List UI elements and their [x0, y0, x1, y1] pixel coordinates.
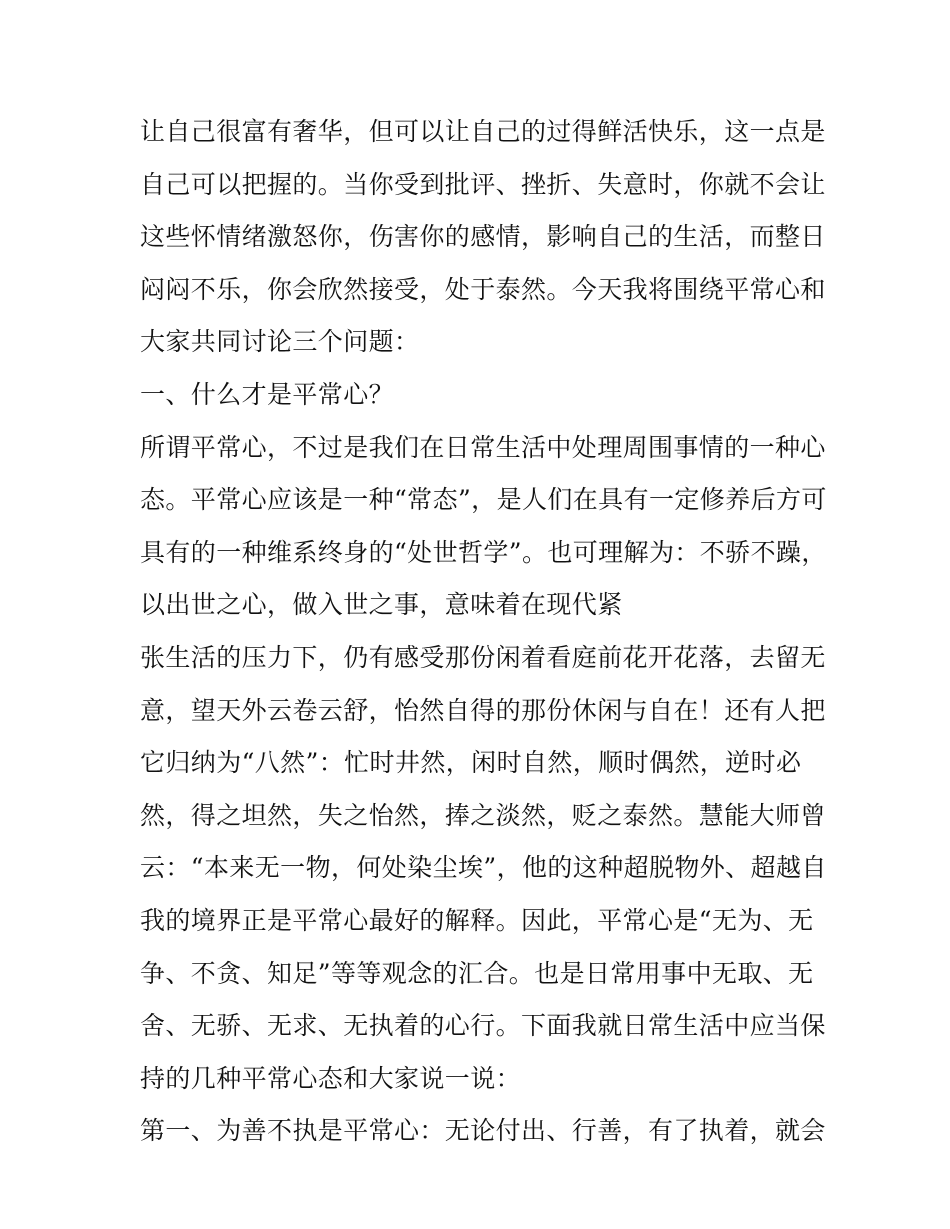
text-line: 持的几种平常心态和大家说一说：	[140, 1063, 522, 1093]
text-line: 具有的一种维系终身的“处世哲学”。也可理解为：不骄不躁，	[140, 537, 827, 567]
text-line: 让自己很富有奢华，但可以让自己的过得鲜活快乐，这一点是	[140, 117, 826, 146]
text-line: 云：“本来无一物，何处染尘埃”，他的这种超脱物外、超越自	[140, 853, 827, 883]
text-line: 争、不贪、知足”等等观念的汇合。也是日常用事中无取、无	[140, 958, 814, 988]
text-line: 所谓平常心，不过是我们在日常生活中处理周围事情的一种心	[140, 432, 826, 462]
text-line: 以出世之心，做入世之事，意味着在现代紧	[140, 590, 623, 620]
text-line: 这些怀情绪激怒你，伤害你的感情，影响自己的生活，而整日	[140, 222, 826, 252]
text-line: 态。平常心应该是一种“常态”，是人们在具有一定修养后方可	[140, 485, 827, 515]
text-line: 闷闷不乐，你会欣然接受，处于泰然。今天我将围绕平常心和	[140, 274, 826, 304]
text-line: 意，望天外云卷云舒，怡然自得的那份休闲与自在！还有人把	[140, 695, 826, 725]
text-line: 大家共同讨论三个问题：	[140, 327, 420, 357]
text-line: 自己可以把握的。当你受到批评、挫折、失意时，你就不会让	[140, 169, 826, 199]
section-heading: 一、什么才是平常心？	[140, 379, 395, 409]
text-line: 张生活的压力下，仍有感受那份闲着看庭前花开花落，去留无	[140, 642, 826, 672]
text-line: 第一、为善不执是平常心：无论付出、行善，有了执着，就会	[140, 1116, 826, 1146]
text-line: 然，得之坦然，失之怡然，捧之淡然，贬之泰然。慧能大师曾	[140, 800, 826, 830]
text-line: 舍、无骄、无求、无执着的心行。下面我就日常生活中应当保	[140, 1011, 826, 1041]
document-body	[140, 106, 827, 1158]
text-line: 它归纳为“八然”：忙时井然，闲时自然，顺时偶然，逆时必	[140, 748, 802, 778]
text-line: 我的境界正是平常心最好的解释。因此，平常心是“无为、无	[140, 905, 814, 935]
